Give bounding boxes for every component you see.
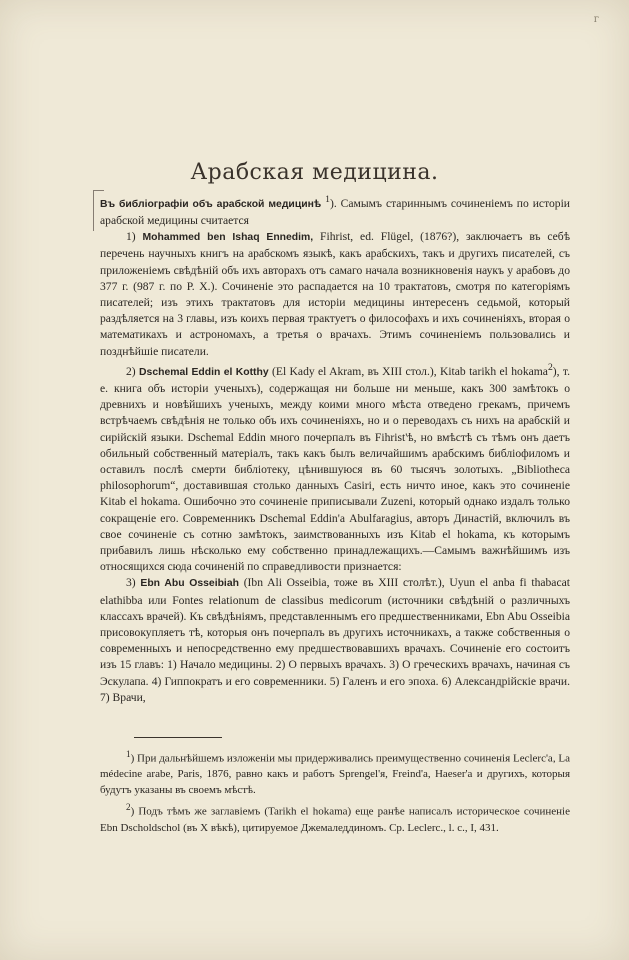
entry-2-prefix: 2)	[126, 364, 136, 378]
main-text	[100, 192, 570, 706]
footnote-1	[100, 747, 570, 798]
footnote-1-text: ) При дальнѣйшемъ изложеніи мы придерживались преимущественно сочиненія Leclerc'а, La médecine arabe, Paris, 1876, равно какъ и работъ Sprengel'я, Freind'а, Haeser'а и другихъ, которыя будутъ указаны въ своемъ мѣстѣ.	[100, 752, 570, 796]
footnote-2	[100, 800, 570, 836]
page-title: Арабская медицина.	[190, 160, 439, 185]
entry-3-text: (Ibn Ali Osseibia, тоже въ XIII столѣт.), Uyun el anba fi thabacat elathibba или Fontes relationum de classibus medicorum (источники свѣдѣній о различныхъ классахъ врачей). Къ свѣдѣніямъ, представленнымъ его предшественниками, Ebn Abu Osseibia присовокупляетъ тѣ, которыя онъ почерпалъ въ другихъ источникахъ, а также собственныя о современныхъ и непосредственно ему предшествовавшихъ врачахъ. Сочиненіе его состоитъ изъ 15 главъ: 1) Начало медицины. 2) О первыхъ врачахъ. 3) О греческихъ врачахъ, начиная съ Эскулапа. 4) Гиппократъ и его современники. 5) Галенъ и его эпоха. 6) Александрійскіе врачи. 7) Врачи,	[100, 576, 570, 704]
footnote-2-text: ) Подъ тѣмъ же заглавіемъ (Tarikh el hokama) еще ранѣе написалъ историческое сочиненіе Ebn Dscholdschol (въ X вѣкѣ), цитируемое Джемаледдиномъ. Ср. Leclerc., l. c., I, 431.	[100, 806, 570, 834]
footnote-1-mark: 1	[126, 749, 131, 759]
footnotes	[100, 747, 570, 838]
entry-2-text-a: (El Kady el Akram, въ XIII стол.), Kitab tarikh el hokama	[272, 364, 548, 378]
page-mark: г	[593, 14, 599, 25]
footnote-2-mark: 2	[126, 802, 131, 813]
footnote-divider	[134, 737, 222, 738]
intro-paragraph	[100, 192, 570, 229]
entry-3-paragraph	[100, 575, 570, 706]
entry-1-paragraph	[100, 229, 570, 360]
entry-1-prefix: 1)	[126, 230, 136, 244]
entry-3-author: Ebn Abu Osseibiah	[140, 578, 239, 590]
footnote-ref-2: 2	[547, 361, 553, 373]
entry-3-prefix: 3)	[126, 576, 136, 590]
entry-2-paragraph	[100, 360, 570, 576]
entry-1-author: Mohammed ben Ishaq Ennedim,	[142, 232, 314, 244]
entry-2-author: Dschemal Eddin el Kotthy	[139, 366, 269, 378]
entry-2-text-b: ), т. е. книга объ исторіи ученыхъ), содержащая ни больше ни меньше, какъ 300 замѣтокъ о древнихъ и новѣйшихъ ученыхъ, между коими много мѣста отведено грекамъ, причемъ встрѣчаемъ свѣдѣнія не только объ ихъ сочиненіяхъ, но и о переводахъ съ нихъ на арабскій и сирійскій языки. Dschemal Eddin много почерпалъ въ Fihrist'ѣ, но вмѣстѣ съ тѣмъ онъ даетъ обильный собственный матеріалъ, такъ какъ былъ величайшимъ арабскимъ библіофиломъ и оставилъ послѣ смерти библіотеку, цѣнившуюся въ 60 тысячъ золотыхъ. „Bibliotheca philosophorum“, доставившая столько данныхъ Casiri, есть ничто иное, какъ это сочиненіе Kitab el hokama. Ошибочно это сочиненіе приписывали Zuzeni, который однако издалъ только сокращеніе его. Современникъ Dschemal Eddin'а Abulfaragius, авторъ Династій, включилъ въ свое сочиненіе съ сотню замѣтокъ, заимствованныхъ изъ Kitab el hokama, къ которымъ прибавилъ лишь нѣсколько ему собственно принадлежащихъ.—Самымъ важнѣйшимъ изъ относящихся сюда сочиненій по справедливости признается:	[100, 364, 570, 574]
intro-rest: ). Самымъ стариннымъ сочиненіемъ по исторіи арабской медицины считается	[100, 196, 571, 228]
entry-1-text: Fihrist, ed. Flügel, (1876?), заключаетъ въ себѣ перечень научныхъ книгъ на арабскомъ языкѣ, какъ арабскихъ, такъ и другихъ писателей, съ приложеніемъ свѣдѣній объ ихъ авторахъ отъ самаго начала возникновенія наукъ у арабовъ до 377 г. (987 г. по Р. Х.). Сочиненіе это распадается на 10 трактатовъ, смотря по категоріямъ писателей; изъ этихъ трактатовъ для исторіи медицины интересенъ седьмой, который раздѣляется на 3 главы, изъ коихъ первая трактуетъ о философахъ и ихъ сочиненіяхъ, вторая о математикахъ и астрономахъ, а третья о врачахъ. Этимъ сочиненіемъ пользовались и позднѣйшіе писатели.	[100, 230, 570, 358]
intro-heading: Въ библіографіи объ арабской медицинѣ	[100, 198, 322, 210]
footnote-ref-1: 1	[325, 194, 330, 205]
